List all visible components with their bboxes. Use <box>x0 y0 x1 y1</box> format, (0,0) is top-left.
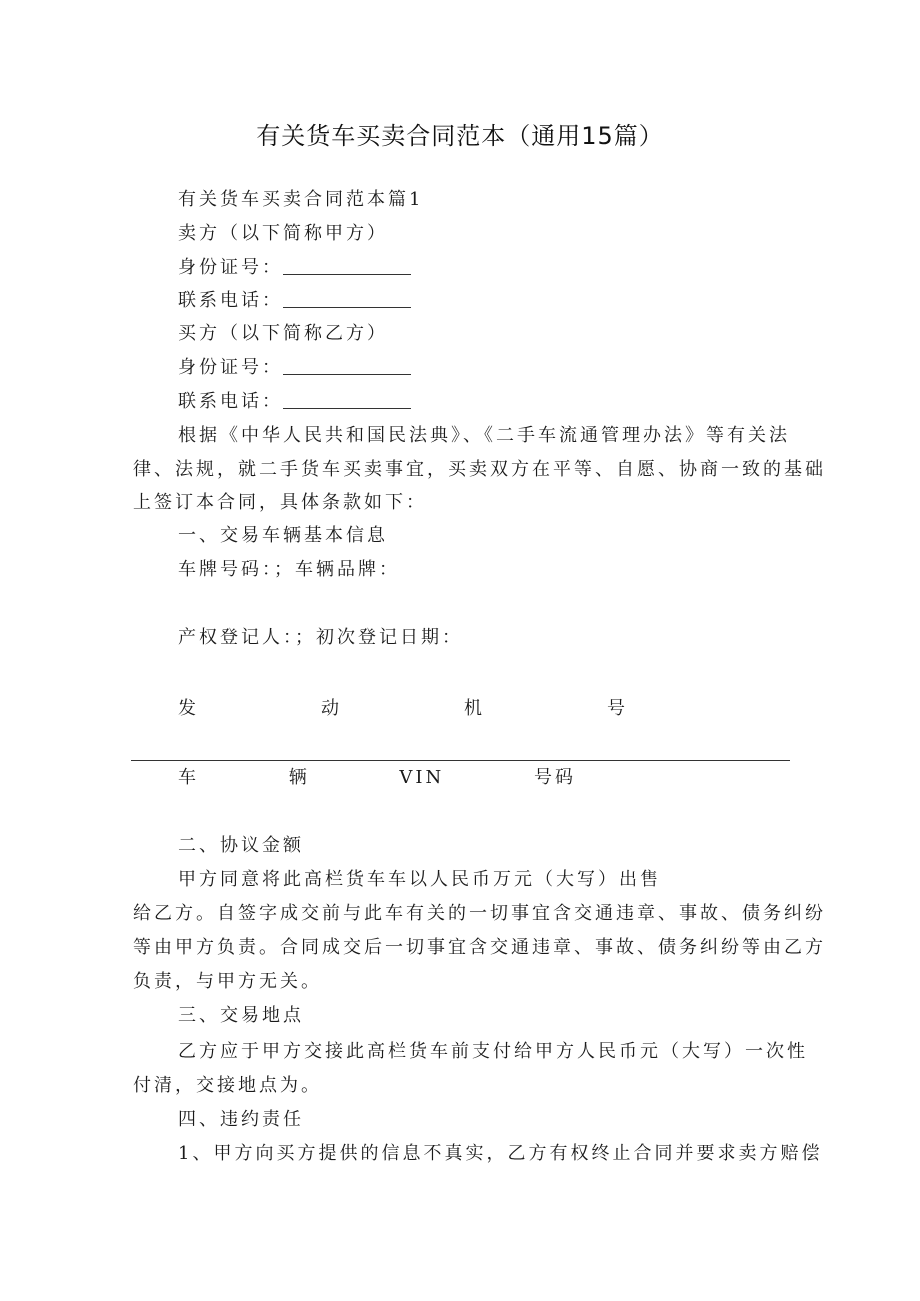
seller-phone-label: 联系电话： <box>178 290 283 311</box>
paragraph-line: 上签订本合同，具体条款如下： <box>133 492 427 513</box>
paragraph-line: 付清，交接地点为。 <box>133 1075 322 1096</box>
seller-phone-row <box>178 289 798 313</box>
vin-char: 辆 <box>288 767 310 788</box>
vin-char: 车 <box>178 767 199 788</box>
engine-char: 动 <box>321 698 342 719</box>
vin-char: VIN <box>399 767 445 788</box>
divider-line <box>131 760 790 761</box>
seller-id-row <box>178 256 798 280</box>
vin-char: 号码 <box>533 767 576 788</box>
paragraph-line: 负责，与甲方无关。 <box>133 971 322 992</box>
engine-char: 发 <box>178 698 199 719</box>
engine-number-line <box>178 697 628 721</box>
buyer-id-row <box>178 356 798 380</box>
buyer-label: 买方（以下简称乙方） <box>178 323 388 344</box>
seller-phone-blank <box>283 291 411 308</box>
document-title: 有关货车买卖合同范本（通用15篇） <box>256 122 664 150</box>
buyer-id-blank <box>283 358 411 375</box>
paragraph-line: 律、法规，就二手货车买卖事宜，买卖双方在平等、自愿、协商一致的基础 <box>133 459 826 480</box>
buyer-phone-row <box>178 390 798 414</box>
paragraph-line: 甲方同意将此高栏货车车以人民币万元（大写）出售 <box>178 869 661 890</box>
section-heading-amount: 二、协议金额 <box>178 835 304 856</box>
vin-number-line <box>178 766 576 790</box>
paragraph-line: 乙方应于甲方交接此高栏货车前支付给甲方人民币元（大写）一次性 <box>178 1041 808 1062</box>
engine-char: 机 <box>464 698 485 719</box>
seller-id-label: 身份证号： <box>178 257 283 278</box>
section-heading-liability: 四、违约责任 <box>178 1109 304 1130</box>
section-heading-vehicle-info: 一、交易车辆基本信息 <box>178 525 388 546</box>
paragraph-line: 给乙方。自签字成交前与此车有关的一切事宜含交通违章、事故、债务纠纷 <box>133 903 826 924</box>
buyer-id-label: 身份证号： <box>178 357 283 378</box>
paragraph-line: 根据《中华人民共和国民法典》、《二手车流通管理办法》等有关法 <box>178 425 790 446</box>
buyer-phone-label: 联系电话： <box>178 391 283 412</box>
section-heading-1: 有关货车买卖合同范本篇1 <box>178 189 424 210</box>
section-heading-location: 三、交易地点 <box>178 1005 304 1026</box>
paragraph-line: 1、甲方向买方提供的信息不真实，乙方有权终止合同并要求卖方赔偿 <box>178 1143 823 1164</box>
seller-label: 卖方（以下简称甲方） <box>178 223 388 244</box>
engine-char: 号 <box>607 698 628 719</box>
owner-date-line: 产权登记人：；初次登记日期： <box>178 627 463 648</box>
plate-brand-line: 车牌号码：；车辆品牌： <box>178 559 400 580</box>
paragraph-line: 等由甲方负责。合同成交后一切事宜含交通违章、事故、债务纠纷等由乙方 <box>133 937 826 958</box>
buyer-phone-blank <box>283 392 411 409</box>
seller-id-blank <box>283 258 411 275</box>
